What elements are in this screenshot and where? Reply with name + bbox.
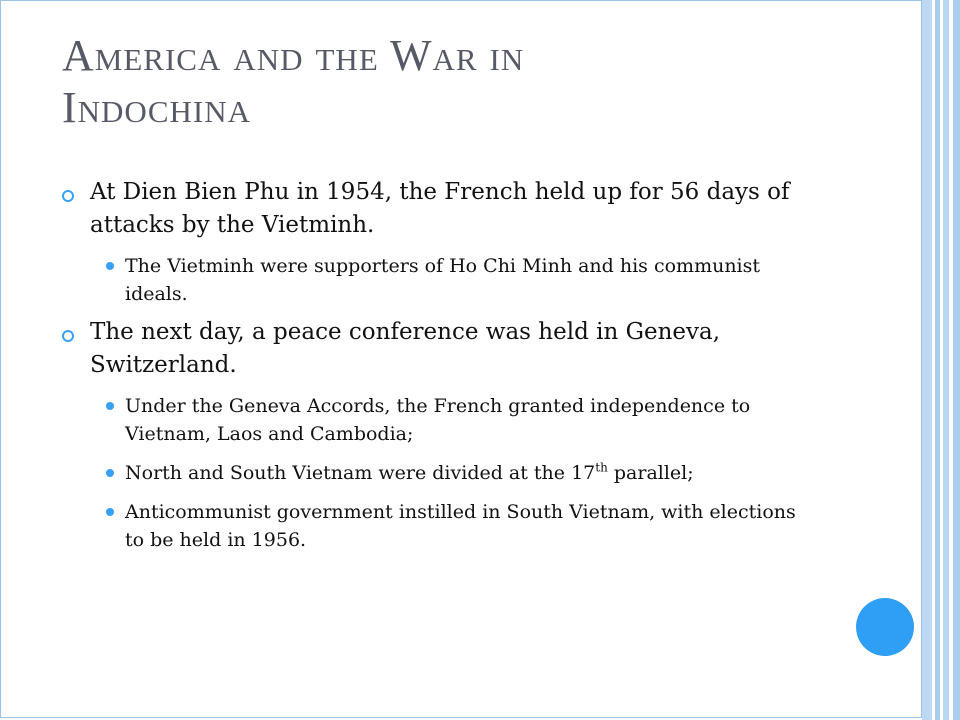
bullet-text: North and South Vietnam were divided at the 17 (125, 462, 596, 484)
bullet-text: The next day, a peace conference was held in Geneva, Switzerland. (90, 319, 721, 378)
dot-bullet-icon (106, 469, 114, 477)
superscript-ordinal: th (595, 460, 608, 475)
decorative-stripe (953, 0, 960, 720)
slide-title-line-1: America and the War in (62, 31, 525, 80)
slide-body (62, 176, 802, 565)
dot-bullet-icon (106, 508, 114, 516)
ring-bullet-icon (62, 190, 74, 202)
dot-bullet-icon (106, 402, 114, 410)
bullet-level1 (62, 316, 802, 382)
bullet-level2 (125, 252, 802, 308)
bullet-text-tail: parallel; (607, 462, 694, 484)
decorative-circle (856, 598, 914, 656)
ring-bullet-icon (62, 330, 74, 342)
decorative-stripe (922, 0, 932, 720)
slide-title (62, 30, 862, 134)
bullet-level1 (62, 176, 802, 242)
dot-bullet-icon (106, 262, 114, 270)
bullet-text: Under the Geneva Accords, the French granted independence to Vietnam, Laos and Cambodia; (125, 395, 751, 445)
bullet-text: The Vietminh were supporters of Ho Chi Minh and his communist ideals. (125, 255, 761, 305)
slide-title-line-2: Indochina (62, 83, 251, 132)
bullet-level2 (125, 392, 802, 448)
bullet-text: Anticommunist government instilled in South Vietnam, with elections to be held in 1956. (125, 501, 796, 551)
bullet-level2 (125, 459, 802, 487)
bullet-level2 (125, 498, 802, 554)
bullet-text: At Dien Bien Phu in 1954, the French held up for 56 days of attacks by the Vietminh. (90, 179, 790, 238)
